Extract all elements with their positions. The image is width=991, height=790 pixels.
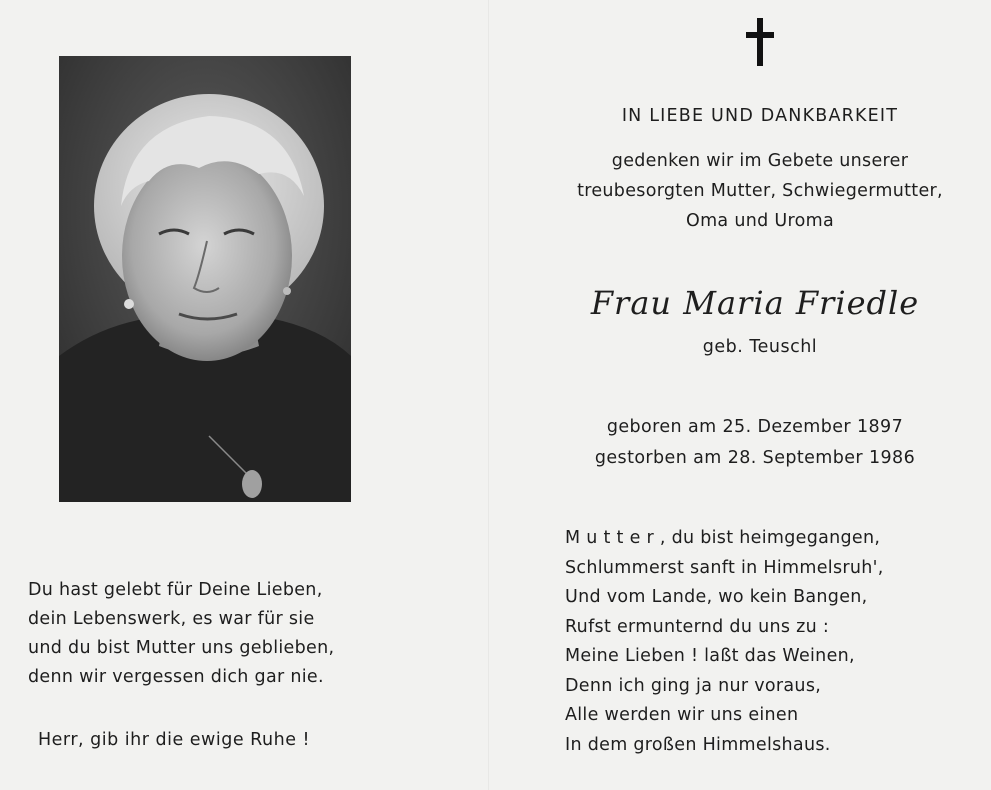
right-poem-line: M u t t e r , du bist heimgegangen, bbox=[565, 528, 881, 548]
right-poem-line: Schlummerst sanft in Himmelsruh', bbox=[565, 557, 884, 578]
fold-line bbox=[488, 0, 489, 790]
birth-date: geboren am 25. Dezember 1897 bbox=[606, 417, 904, 437]
right-poem bbox=[565, 524, 985, 760]
portrait-photo bbox=[59, 56, 351, 502]
left-poem-line: Du hast gelebt für Deine Lieben, bbox=[28, 580, 323, 600]
death-date: gestorben am 28. September 1986 bbox=[594, 448, 916, 468]
right-poem-line: Rufst ermunternd du uns zu : bbox=[565, 616, 830, 637]
right-poem-line: Alle werden wir uns einen bbox=[565, 705, 799, 725]
memorial-heading: IN LIEBE UND DANKBARKEIT bbox=[621, 106, 899, 126]
right-poem-line: Und vom Lande, wo kein Bangen, bbox=[565, 587, 868, 607]
left-poem-line: denn wir vergessen dich gar nie. bbox=[28, 667, 324, 687]
right-poem-line: Denn ich ging ja nur voraus, bbox=[565, 675, 822, 696]
portrait-image bbox=[59, 56, 351, 502]
prayer-line: Herr, gib ihr die ewige Ruhe ! bbox=[38, 730, 311, 750]
intro-line: Oma und Uroma bbox=[686, 211, 834, 231]
right-poem-line: In dem großen Himmelshaus. bbox=[565, 734, 831, 755]
maiden-name: geb. Teuschl bbox=[702, 337, 818, 357]
cross-icon bbox=[740, 16, 780, 68]
left-poem-line: dein Lebenswerk, es war für sie bbox=[28, 609, 315, 629]
life-dates bbox=[530, 412, 980, 474]
left-poem-line: und du bist Mutter uns geblieben, bbox=[28, 638, 335, 658]
right-poem-line: Meine Lieben ! laßt das Weinen, bbox=[565, 646, 855, 666]
deceased-name: Frau Maria Friedle bbox=[590, 284, 920, 322]
left-poem bbox=[28, 576, 448, 692]
intro-line: gedenken wir im Gebete unserer bbox=[611, 151, 909, 171]
intro-line: treubesorgten Mutter, Schwiegermutter, bbox=[577, 181, 943, 201]
intro-text bbox=[530, 146, 990, 236]
